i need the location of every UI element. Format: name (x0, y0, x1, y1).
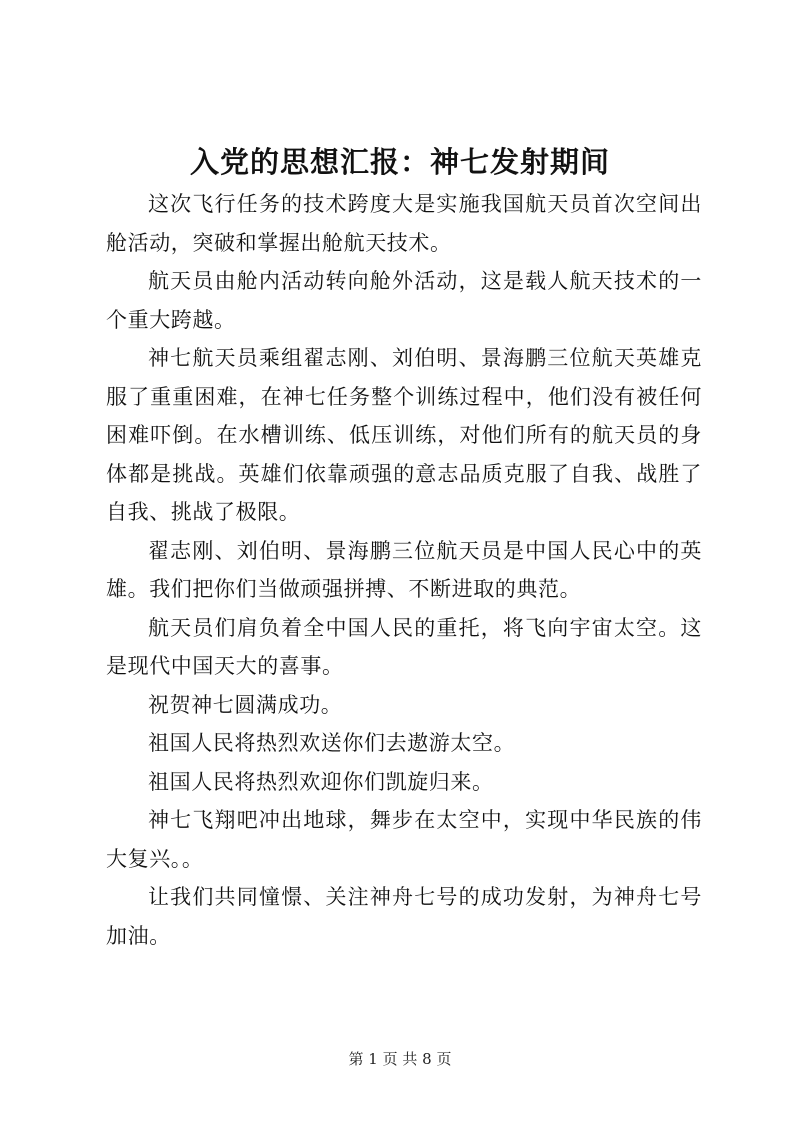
document-body (106, 185, 702, 955)
paragraph: 让我们共同憧憬、关注神舟七号的成功发射，为神舟七号加油。 (106, 885, 702, 948)
paragraph: 祖国人民将热烈欢迎你们凯旋归来。 (148, 769, 494, 794)
paragraph: 航天员们肩负着全中国人民的重托，将飞向宇宙太空。这是现代中国天大的喜事。 (106, 615, 702, 678)
paragraph: 神七航天员乘组翟志刚、刘伯明、景海鹏三位航天英雄克服了重重困难，在神七任务整个训练过程中，他们没有被任何困难吓倒。在水槽训练、低压训练，对他们所有的航天员的身体都是挑战。英雄们依靠顽强的意志品质克服了自我、战胜了自我、挑战了极限。 (106, 346, 702, 524)
page-number-footer: 第 1 页 共 8 页 (348, 1050, 452, 1068)
paragraph: 神七飞翔吧冲出地球，舞步在太空中，实现中华民族的伟大复兴。。 (106, 808, 702, 871)
paragraph: 翟志刚、刘伯明、景海鹏三位航天员是中国人民心中的英雄。我们把你们当做顽强拼搏、不断进取的典范。 (106, 538, 702, 601)
paragraph: 祖国人民将热烈欢送你们去遨游太空。 (148, 731, 516, 755)
paragraph: 这次飞行任务的技术跨度大是实施我国航天员首次空间出舱活动，突破和掌握出舱航天技术。 (106, 192, 702, 255)
paragraph: 祝贺神七圆满成功。 (148, 692, 343, 717)
document-title: 入党的思想汇报：神七发射期间 (189, 145, 610, 179)
paragraph: 航天员由舱内活动转向舱外活动，这是载人航天技术的一个重大跨越。 (106, 269, 702, 332)
